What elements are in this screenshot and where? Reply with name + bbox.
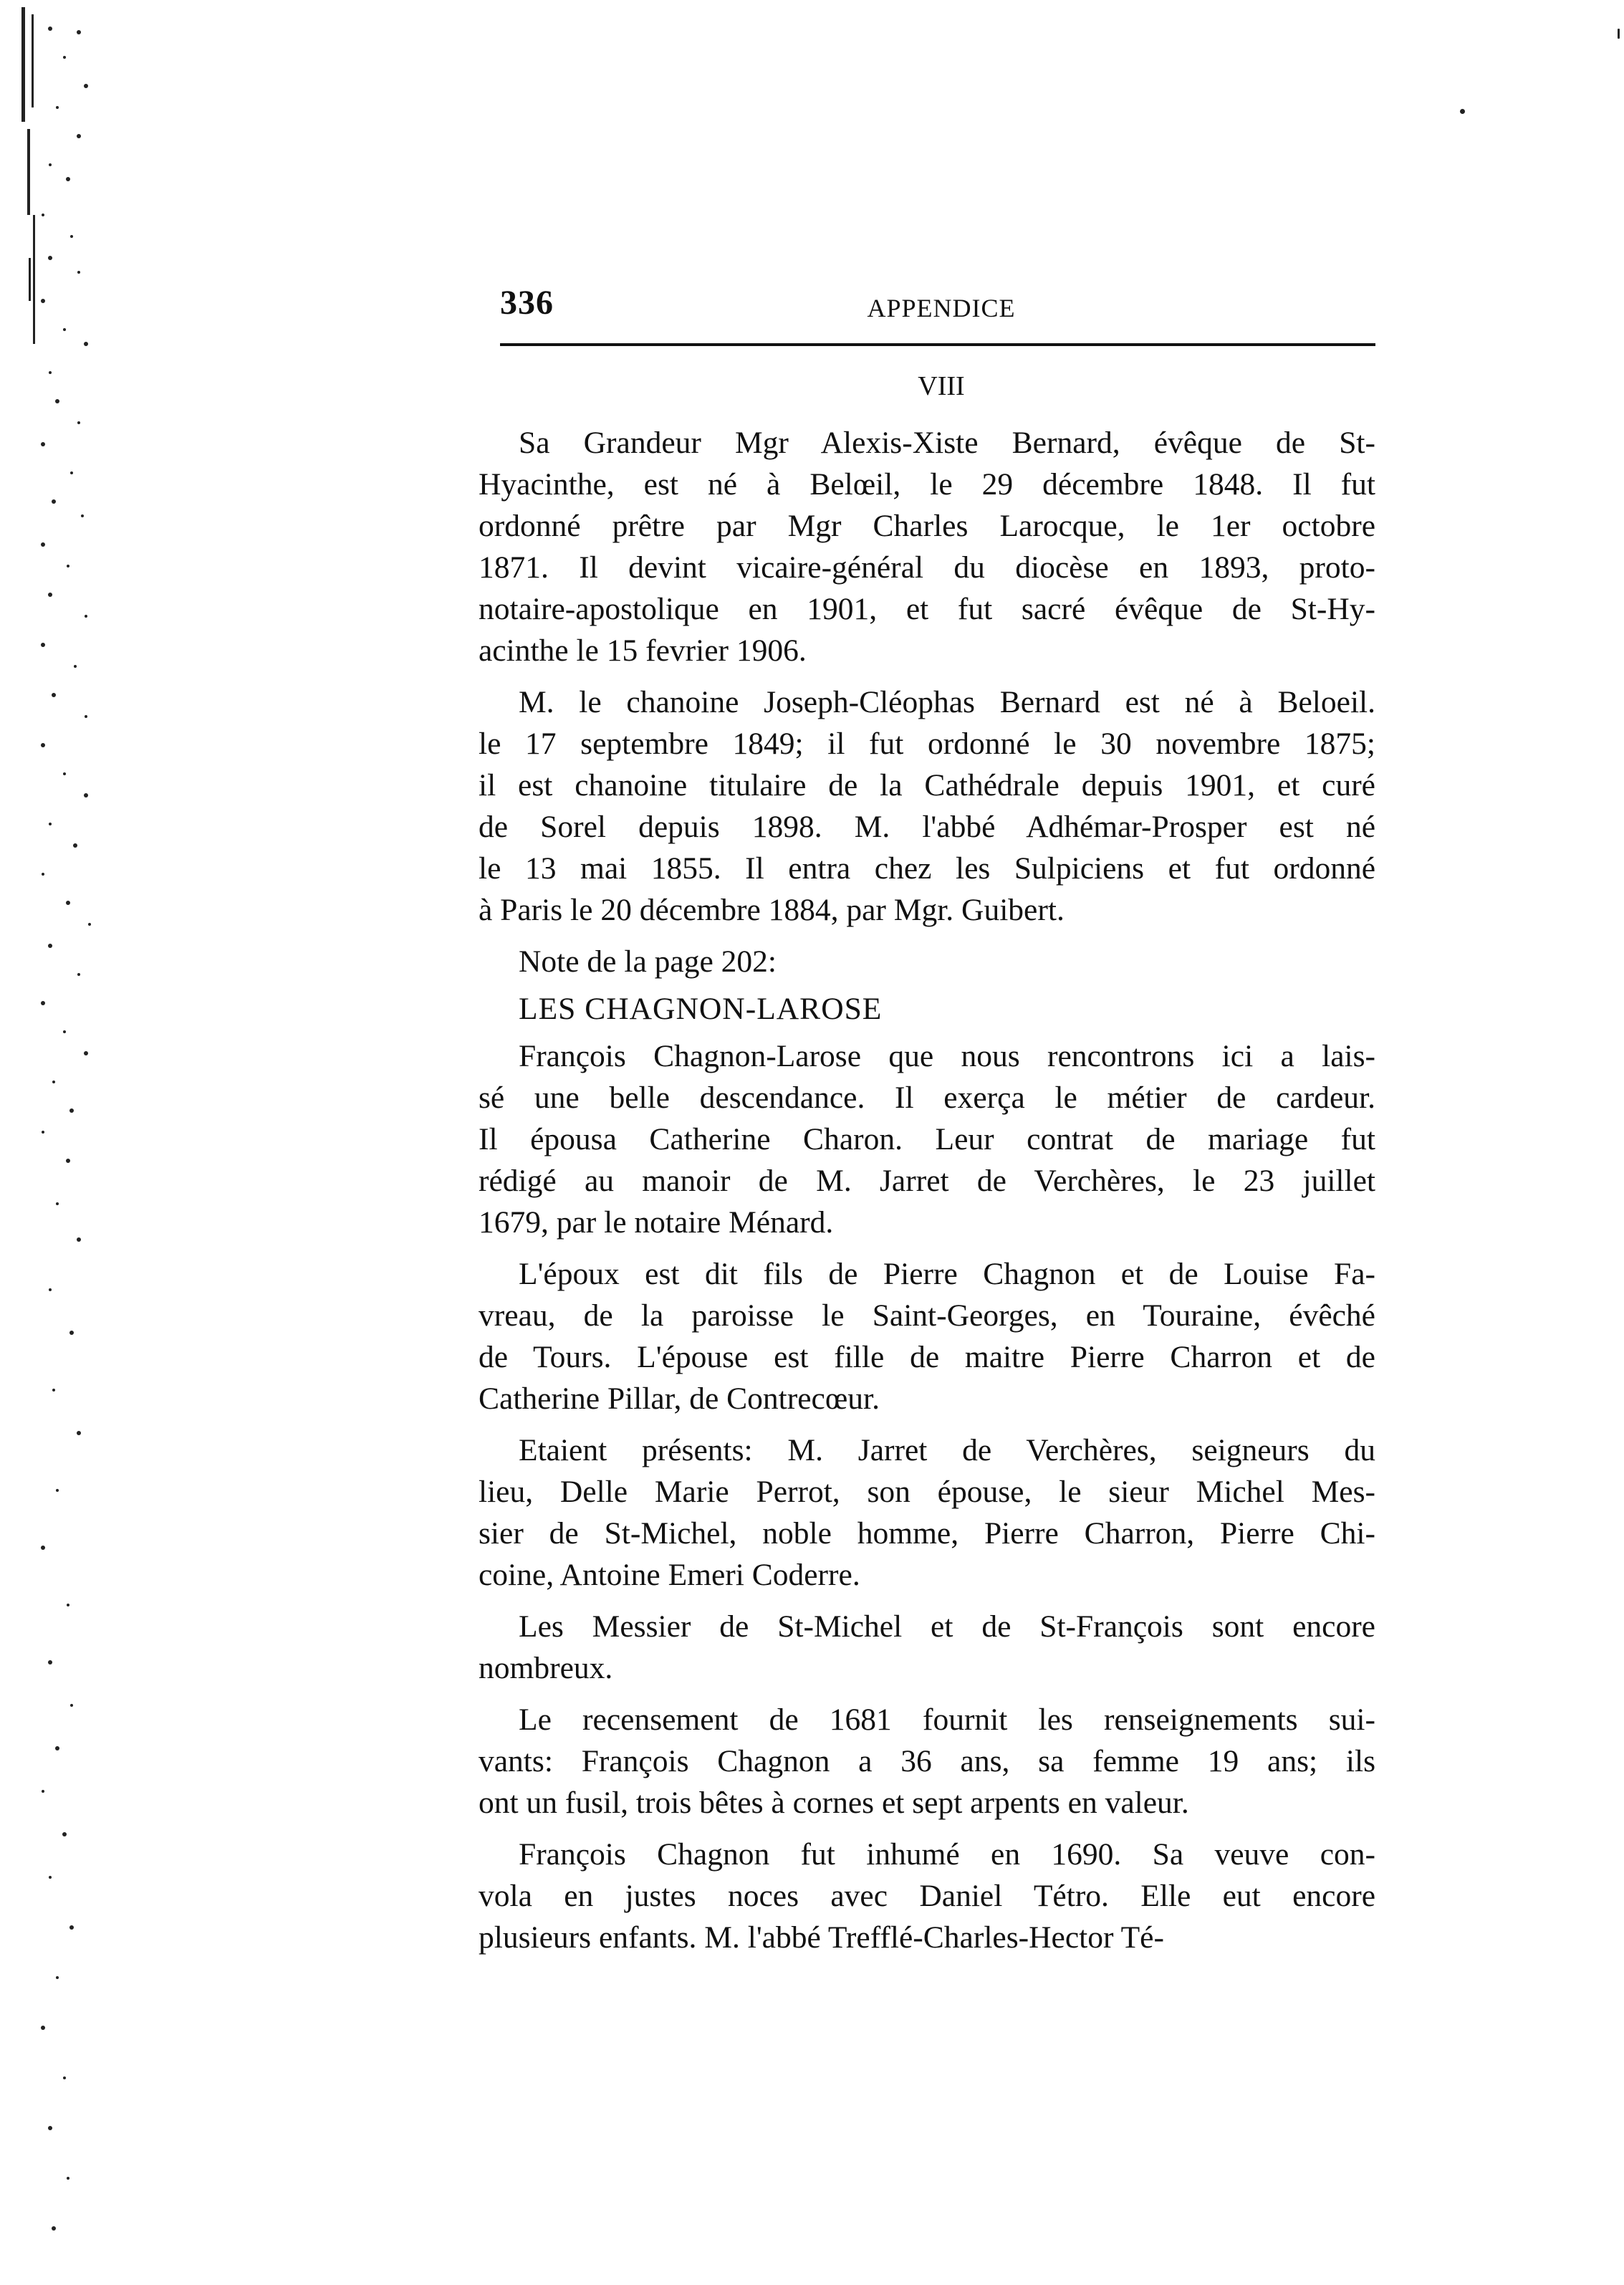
running-title: APPENDICE [867, 294, 1016, 322]
text-line: vants: François Chagnon a 36 ans, sa femme 19 ans; ils [479, 1744, 1375, 1778]
text-line: Catherine Pillar, de Contrecœur. [479, 1381, 880, 1416]
paragraph [479, 1253, 1375, 1419]
text-line: François Chagnon fut inhumé en 1690. Sa veuve con- [519, 1837, 1375, 1872]
book-page [479, 283, 1375, 1968]
text-line: vreau, de la paroisse le Saint-Georges, en Touraine, évêché [479, 1298, 1375, 1333]
text-line: coine, Antoine Emeri Coderre. [479, 1558, 860, 1592]
text-line: lieu, Delle Marie Perrot, son épouse, le sieur Michel Mes- [479, 1475, 1375, 1509]
paragraph [479, 1606, 1375, 1689]
paragraph [479, 1834, 1375, 1958]
note-label: Note de la page 202: [519, 944, 777, 979]
paragraph [479, 1035, 1375, 1243]
text-line: le 17 septembre 1849; il fut ordonné le 30 novembre 1875; [479, 727, 1375, 761]
text-line: sier de St-Michel, noble homme, Pierre Charron, Pierre Chi- [479, 1516, 1375, 1551]
note-heading: LES CHAGNON-LAROSE [519, 992, 883, 1026]
note-paragraphs [479, 1035, 1375, 1958]
paragraph [479, 1429, 1375, 1596]
text-line: plusieurs enfants. M. l'abbé Trefflé-Charles-Hector Té- [479, 1920, 1164, 1955]
text-line: nombreux. [479, 1651, 613, 1685]
text-line: ordonné prêtre par Mgr Charles Larocque, le 1er octobre [479, 509, 1375, 543]
text-line: acinthe le 15 fevrier 1906. [479, 633, 807, 668]
page-number: 336 [500, 284, 554, 322]
text-line: M. le chanoine Joseph-Cléophas Bernard est né à Beloeil. [519, 685, 1375, 719]
text-line: Le recensement de 1681 fournit les renseignements sui- [519, 1702, 1375, 1737]
text-line: il est chanoine titulaire de la Cathédrale depuis 1901, et curé [479, 768, 1375, 803]
main-paragraphs [479, 422, 1375, 931]
text-line: le 13 mai 1855. Il entra chez les Sulpiciens et fut ordonné [479, 851, 1375, 886]
section-numeral: VIII [918, 371, 965, 401]
text-line: notaire-apostolique en 1901, et fut sacré évêque de St-Hy- [479, 592, 1375, 626]
header-rule [500, 343, 1375, 346]
scan-speck [1460, 109, 1465, 114]
text-line: 1679, par le notaire Ménard. [479, 1205, 834, 1240]
text-line: Etaient présents: M. Jarret de Verchères, seigneurs du [519, 1433, 1375, 1467]
text-line: Hyacinthe, est né à Belœil, le 29 décembre 1848. Il fut [479, 467, 1375, 502]
paragraph [479, 681, 1375, 931]
text-line: de Sorel depuis 1898. M. l'abbé Adhémar-Prosper est né [479, 810, 1375, 844]
paragraph [479, 1699, 1375, 1824]
text-line: Les Messier de St-Michel et de St-François sont encore [519, 1609, 1375, 1644]
text-line: Il épousa Catherine Charon. Leur contrat de mariage fut [479, 1122, 1375, 1156]
scan-speck [1618, 29, 1620, 39]
running-head [479, 283, 1375, 333]
text-line: sé une belle descendance. Il exerça le métier de cardeur. [479, 1081, 1375, 1115]
text-line: Sa Grandeur Mgr Alexis-Xiste Bernard, évêque de St- [519, 426, 1375, 460]
text-line: François Chagnon-Larose que nous rencontrons ici a lais- [519, 1039, 1375, 1073]
text-line: de Tours. L'épouse est fille de maitre Pierre Charron et de [479, 1340, 1375, 1374]
text-line: rédigé au manoir de M. Jarret de Verchères, le 23 juillet [479, 1164, 1375, 1198]
gutter-specks-graphic [0, 0, 143, 2285]
text-line: L'époux est dit fils de Pierre Chagnon et de Louise Fa- [519, 1257, 1375, 1291]
body-text [479, 422, 1375, 1958]
paragraph [479, 422, 1375, 671]
text-line: vola en justes noces avec Daniel Tétro. Elle eut encore [479, 1879, 1375, 1913]
scan-gutter-noise [0, 0, 143, 2285]
text-line: 1871. Il devint vicaire-général du diocèse en 1893, proto- [479, 550, 1375, 585]
text-line: à Paris le 20 décembre 1884, par Mgr. Guibert. [479, 893, 1065, 927]
text-line: ont un fusil, trois bêtes à cornes et sept arpents en valeur. [479, 1786, 1189, 1820]
